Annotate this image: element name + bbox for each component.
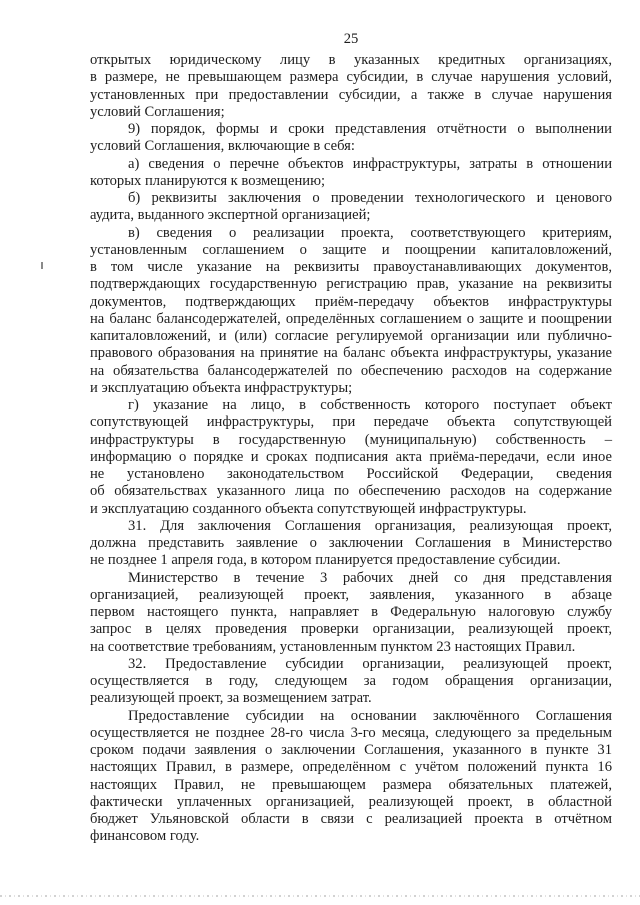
text-line: открытых юридическому лицу в указанных кредитных организациях, — [90, 52, 612, 68]
text-line: на обязательства балансодержателей по обеспечению расходов на содержание — [90, 362, 612, 379]
paragraph-subitem-g — [90, 397, 612, 518]
text-line: сопутствующей инфраструктуры, при передаче объекта сопутствующей — [90, 414, 612, 431]
text-line: осуществляется не позднее 28-го числа 3-го месяца, следующего за предельным — [90, 724, 612, 741]
text-line: а) сведения о перечне объектов инфраструктуры, затраты в отношении — [128, 155, 612, 172]
paragraph-subitem-b — [90, 190, 612, 225]
paragraph-clause-32-second — [90, 708, 612, 846]
text-line: и эксплуатацию созданного объекта сопутствующей инфраструктуры. — [90, 500, 527, 517]
paragraph-continuation — [90, 52, 612, 121]
text-line: в размере, не превышающем размера субсидии, в случае нарушения условий, — [90, 69, 612, 86]
paragraph-subitem-v — [90, 225, 612, 398]
text-line: Министерство в течение 3 рабочих дней со дня представления — [128, 569, 612, 586]
paragraph-subitem-a — [90, 156, 612, 191]
page-number: 25 — [343, 31, 359, 47]
text-line: реализующей проект, за возмещением затрат. — [90, 690, 372, 707]
text-line: условий Соглашения; — [90, 103, 225, 120]
text-line: б) реквизиты заключения о проведении технологического и ценового — [128, 190, 612, 206]
text-line: об обязательствах указанного лица по обеспечению расходов на содержание — [90, 483, 612, 500]
paragraph-clause-31-second — [90, 570, 612, 656]
text-line: фактически уплаченных организацией, реализующей проект, в областной — [90, 793, 612, 810]
paragraph-clause-32 — [90, 656, 612, 708]
text-line: должна представить заявление о заключении Соглашения в Министерство — [90, 535, 612, 551]
text-line: в том числе указание на реквизиты правоустанавливающих документов, — [90, 259, 612, 275]
text-line: 31. Для заключения Соглашения организация, реализующая проект, — [128, 517, 612, 534]
text-line: г) указание на лицо, в собственность которого поступает объект — [128, 397, 612, 413]
text-line: правового образования на принятие на баланс объекта инфраструктуры, указание — [90, 345, 612, 362]
text-line: информацию о порядке и сроках подписания акта приёма-передачи, если иное — [90, 448, 612, 465]
text-line: первом настоящего пункта, направляет в Федеральную налоговую службу — [90, 604, 612, 620]
text-line: аудита, выданного экспертной организацией; — [90, 207, 371, 224]
paragraph-item-9 — [90, 121, 612, 156]
text-line: 32. Предоставление субсидии организации, реализующей проект, — [128, 655, 612, 672]
paragraph-clause-31 — [90, 518, 612, 570]
text-line: и эксплуатацию объекта инфраструктуры; — [90, 379, 353, 396]
text-line: организацией, реализующей проект, заявления, указанного в абзаце — [90, 586, 612, 603]
text-line: условий Соглашения, включающие в себя: — [90, 138, 355, 155]
text-line: Предоставление субсидии на основании заключённого Соглашения — [128, 707, 612, 724]
text-line: не установлено законодательством Российской Федерации, сведения — [90, 466, 612, 482]
text-line: осуществляется в году, следующем за годом обращения организации, — [90, 673, 612, 689]
text-line: сроком подачи заявления о заключении Соглашения, указанного в пункте 31 — [90, 742, 612, 758]
document-body — [90, 52, 612, 846]
text-line: на баланс балансодержателей, определённых соглашением о защите и поощрении — [90, 310, 612, 327]
text-line: не позднее 1 апреля года, в котором планируется предоставление субсидии. — [90, 552, 561, 569]
text-line: настоящих Правил, в размере, определённом с учётом положений пункта 16 — [90, 759, 612, 776]
text-line: 9) порядок, формы и сроки представления отчётности о выполнении — [128, 121, 612, 137]
scan-mark — [41, 262, 43, 269]
text-line: на соответствие требованиям, установленным пунктом 23 настоящих Правил. — [90, 638, 576, 655]
text-line: запрос в целях проведения проверки организации, реализующей проект, — [90, 621, 612, 638]
scan-noise — [0, 895, 640, 897]
text-line: инфраструктуры в государственную (муниципальную) собственность – — [90, 431, 612, 448]
text-line: в) сведения о реализации проекта, соответствующего критериям, — [128, 224, 612, 241]
text-line: документов, подтверждающих приём-передачу объектов инфраструктуры — [90, 293, 612, 310]
text-line: установленным соглашением о защите и поощрении капиталовложений, — [90, 241, 612, 258]
text-line: капиталовложений, и (или) согласие регулируемой организации или публично- — [90, 328, 612, 344]
text-line: бюджет Ульяновской области в связи с реализацией проекта в отчётном — [90, 811, 612, 827]
text-line: настоящих Правил, не превышающем размера обязательных платежей, — [90, 776, 612, 793]
text-line: подтверждающих государственную регистрацию прав, указание на реквизиты — [90, 276, 612, 293]
text-line: финансовом году. — [90, 828, 200, 845]
text-line: установленных при предоставлении субсидии, а также в случае нарушения — [90, 86, 612, 103]
text-line: которых планируются к возмещению; — [90, 172, 326, 189]
